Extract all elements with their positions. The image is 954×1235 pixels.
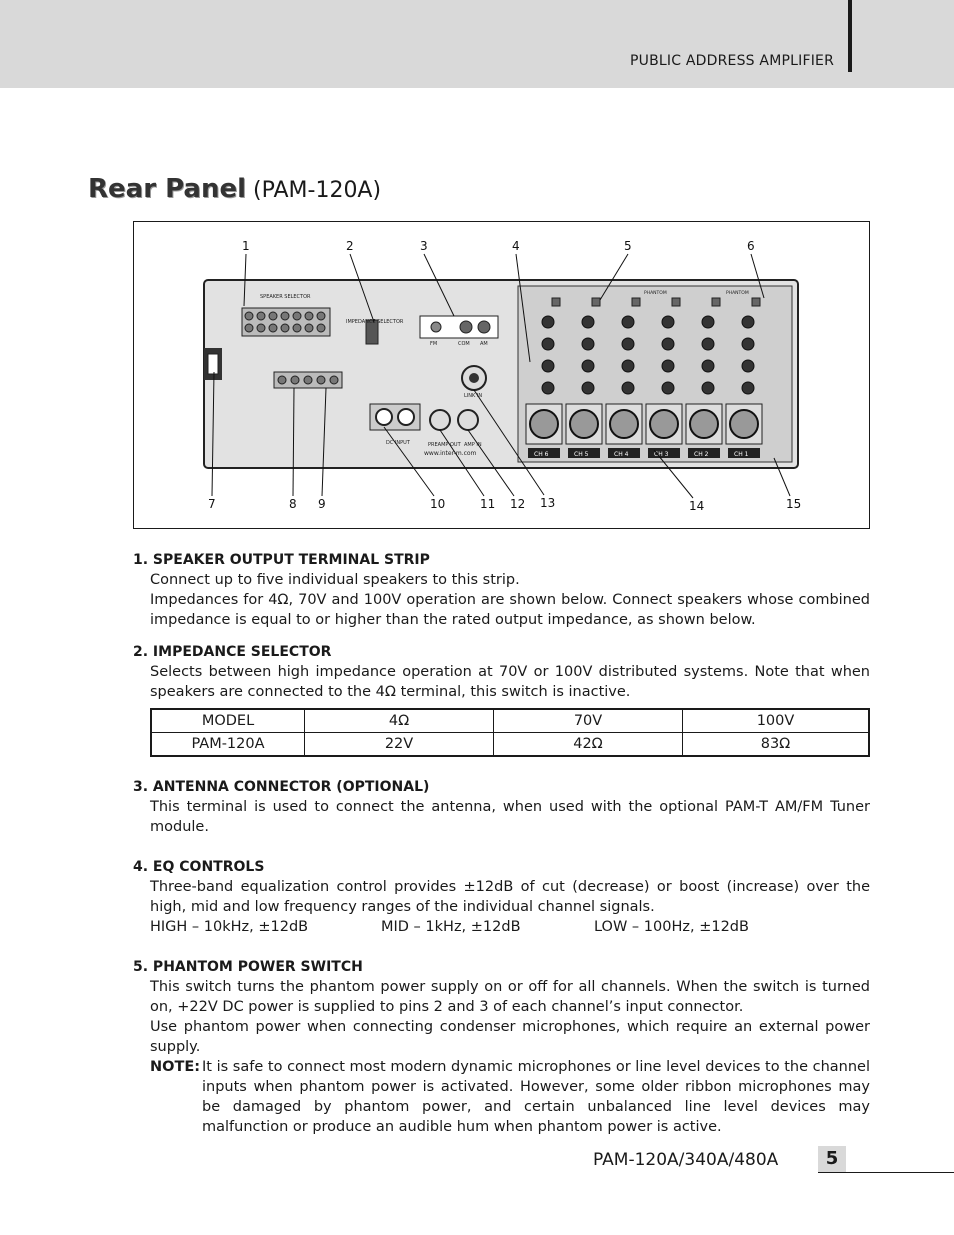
table-cell: 22V: [305, 733, 494, 757]
eq-knob: [702, 338, 714, 350]
eq-knob: [582, 316, 594, 328]
channel-label: CH 6: [534, 451, 549, 458]
table-cell: 42Ω: [494, 733, 683, 757]
eq-knob: [542, 382, 554, 394]
phantom-label: PHANTOM: [644, 291, 667, 296]
channel-label: CH 3: [654, 451, 669, 458]
eq-knob: [542, 338, 554, 350]
mute-terminal: [291, 376, 299, 384]
xlr-input: [650, 410, 678, 438]
eq-knob: [702, 382, 714, 394]
eq-knob: [582, 338, 594, 350]
footer-rule: [818, 1172, 954, 1173]
phantom-switch: [592, 298, 600, 306]
mute-terminal: [317, 376, 325, 384]
preamp-out-label: PREAMP OUT: [428, 442, 461, 448]
table-cell: 4Ω: [305, 709, 494, 733]
callout-number: 14: [689, 499, 705, 513]
channel-label: CH 2: [694, 451, 709, 458]
xlr-input: [530, 410, 558, 438]
speaker-terminal: [245, 312, 253, 320]
eq-knob: [742, 316, 754, 328]
callout-number: 5: [624, 239, 632, 253]
header-title: PUBLIC ADDRESS AMPLIFIER: [630, 53, 834, 69]
am-label: AM: [480, 341, 488, 347]
channel-label: CH 5: [574, 451, 589, 458]
amp-in-label: AMP IN: [464, 442, 482, 448]
speaker-terminal: [269, 324, 277, 332]
eq-knob: [622, 338, 634, 350]
table-header-row: [151, 709, 869, 733]
eq-knob: [662, 316, 674, 328]
phantom-label: PHANTOM: [726, 291, 749, 296]
callout-number: 1: [242, 239, 250, 253]
header-band: [0, 0, 954, 88]
phantom-switch: [632, 298, 640, 306]
preamp-out-jack: [430, 410, 450, 430]
xlr-input: [610, 410, 638, 438]
speaker-terminal: [257, 312, 265, 320]
footer-models: PAM-120A/340A/480A: [593, 1150, 779, 1170]
speaker-selector-label: SPEAKER SELECTOR: [260, 294, 311, 300]
freq-mid: MID – 1kHz, ±12dB: [381, 919, 521, 935]
freq-high: HIGH – 10kHz, ±12dB: [150, 919, 309, 935]
xlr-input: [690, 410, 718, 438]
phantom-switch: [672, 298, 680, 306]
freq-low: LOW – 100Hz, ±12dB: [594, 919, 749, 935]
rear-panel-diagram: [134, 222, 869, 528]
com-label: COM: [458, 341, 470, 347]
content: [133, 550, 870, 1137]
eq-knob: [622, 360, 634, 372]
callout-number: 4: [512, 239, 520, 253]
table-cell: 70V: [494, 709, 683, 733]
section-title-main: Rear Panel: [88, 174, 247, 204]
item-2-line: Selects between high impedance operation at 70V or 100V distributed systems. Note that when speakers are connected to the 4Ω terminal, this switch is inactive.: [150, 664, 870, 700]
callout-number: 9: [318, 497, 326, 511]
speaker-terminal: [245, 324, 253, 332]
mute-terminal: [330, 376, 338, 384]
table-cell: 83Ω: [683, 733, 870, 757]
impedance-selector-label: IMPEDANCE SELECTOR: [346, 319, 404, 325]
section-title: [88, 174, 381, 204]
item-4-title: 4. EQ CONTROLS: [133, 859, 265, 875]
eq-knob: [582, 360, 594, 372]
fm-label: FM: [430, 341, 438, 347]
callout-number: 7: [208, 497, 216, 511]
item-5-line: This switch turns the phantom power supply on or off for all channels. When the switch is turned on, +22V DC power is supplied to pins 2 and 3 of each channel’s input connector.: [150, 979, 870, 1015]
mute-terminal: [304, 376, 312, 384]
eq-knob: [662, 338, 674, 350]
eq-knob: [742, 382, 754, 394]
item-4-line: Three-band equalization control provides ±12dB of cut (decrease) or boost (increase) over the high, mid and low frequency ranges of the individual channel signals.: [150, 879, 870, 915]
page-number: 5: [818, 1146, 846, 1172]
dc-input-label: DC INPUT: [386, 440, 410, 446]
note-label: NOTE:: [150, 1059, 201, 1075]
callout-number: 11: [480, 497, 496, 511]
speaker-terminal: [293, 324, 301, 332]
table-cell: MODEL: [151, 709, 305, 733]
item-5-line: Use phantom power when connecting condenser microphones, which require an external power supply.: [150, 1019, 870, 1055]
item-3-line: This terminal is used to connect the antenna, when used with the optional PAM-T AM/FM Tuner module.: [150, 799, 870, 835]
power-inlet-socket: [208, 354, 218, 374]
eq-knob: [582, 382, 594, 394]
eq-knob: [742, 338, 754, 350]
eq-knob: [662, 382, 674, 394]
phantom-switch: [552, 298, 560, 306]
phantom-switch: [712, 298, 720, 306]
callout-number: 2: [346, 239, 354, 253]
speaker-terminal-strip: [242, 308, 330, 336]
note: [133, 1057, 870, 1137]
table-row: [151, 733, 869, 757]
speaker-terminal: [281, 312, 289, 320]
speaker-terminal: [317, 312, 325, 320]
channel-label: CH 4: [614, 451, 629, 458]
mute-terminal: [278, 376, 286, 384]
table-cell: 100V: [683, 709, 870, 733]
item-5-title: 5. PHANTOM POWER SWITCH: [133, 959, 363, 975]
speaker-terminal: [257, 324, 265, 332]
item-1-title: 1. SPEAKER OUTPUT TERMINAL STRIP: [133, 552, 430, 568]
speaker-terminal: [281, 324, 289, 332]
callout-number: 15: [786, 497, 802, 511]
eq-knob: [662, 360, 674, 372]
item-2-title: 2. IMPEDANCE SELECTOR: [133, 644, 332, 660]
url-label: www.inter-m.com: [424, 450, 477, 457]
eq-knob: [622, 382, 634, 394]
channel-label: CH 1: [734, 451, 749, 458]
header-divider: [848, 0, 852, 72]
item-1-line: Connect up to five individual speakers to this strip.: [150, 572, 520, 588]
xlr-input: [570, 410, 598, 438]
eq-knob: [702, 316, 714, 328]
callout-number: 12: [510, 497, 526, 511]
callout-number: 13: [540, 496, 556, 510]
rear-panel-figure: [133, 221, 870, 529]
eq-knob: [542, 316, 554, 328]
eq-knob: [622, 316, 634, 328]
callout-number: 10: [430, 497, 446, 511]
item-1-line: Impedances for 4Ω, 70V and 100V operation are shown below. Connect speakers whose combined impedance is equal to or higher than the rated output impedance, as shown below.: [150, 592, 870, 628]
frequency-list: [133, 917, 870, 937]
speaker-terminal: [305, 324, 313, 332]
amp-in-jack: [458, 410, 478, 430]
eq-knob: [742, 360, 754, 372]
table-cell: PAM-120A: [151, 733, 305, 757]
section-title-sub: (PAM-120A): [253, 178, 382, 203]
callout-number: 8: [289, 497, 297, 511]
eq-knob: [702, 360, 714, 372]
callout-number: 3: [420, 239, 428, 253]
callout-number: 6: [747, 239, 755, 253]
speaker-terminal: [317, 324, 325, 332]
note-text: It is safe to connect most modern dynamic microphones or line level devices to the channel inputs when phantom power is activated. However, some older ribbon microphones may be damaged by phantom power, and certain unbalanced line level devices may malfunction or produce an audible hum when phantom power is active.: [202, 1059, 870, 1135]
speaker-terminal: [293, 312, 301, 320]
item-3-title: 3. ANTENNA CONNECTOR (OPTIONAL): [133, 779, 430, 795]
link-in-label: LINK IN: [464, 393, 483, 399]
eq-knob: [542, 360, 554, 372]
speaker-terminal: [305, 312, 313, 320]
phantom-switch: [752, 298, 760, 306]
speaker-terminal: [269, 312, 277, 320]
xlr-input: [730, 410, 758, 438]
impedance-table: [150, 708, 870, 757]
